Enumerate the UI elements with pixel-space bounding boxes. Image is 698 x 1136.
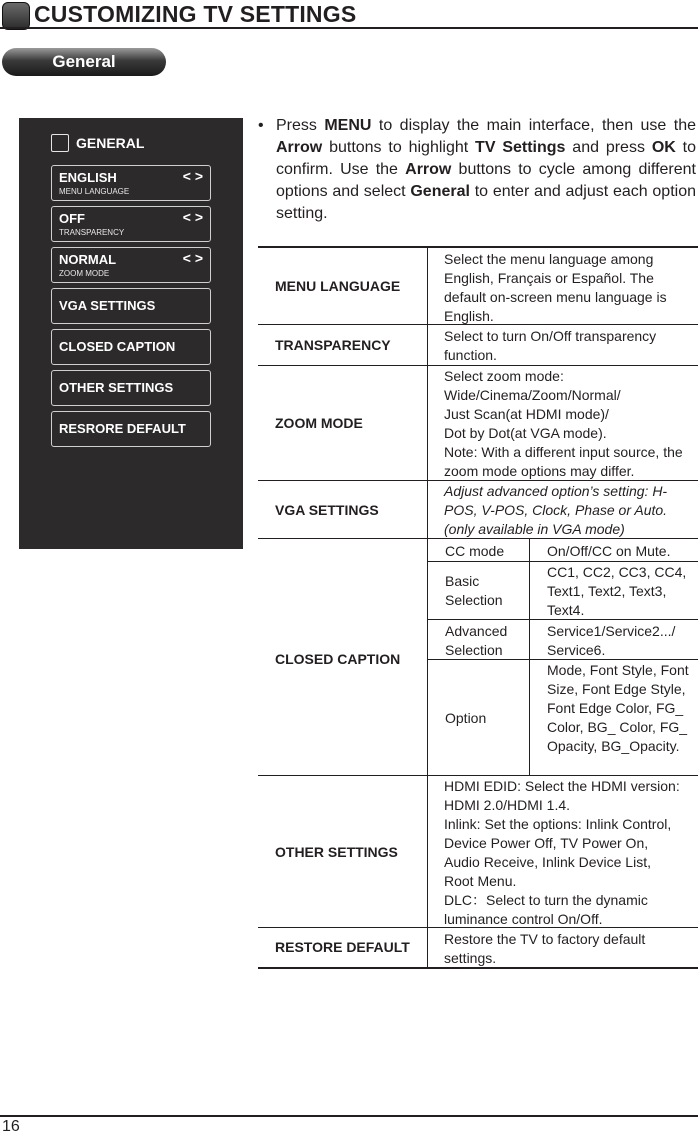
left-right-arrows-icon: < >: [182, 168, 203, 184]
footer-rule: [0, 1115, 698, 1117]
row-label: TRANSPARENCY: [275, 337, 391, 353]
section-pill: General: [2, 48, 166, 76]
panel-item-transparency[interactable]: [51, 206, 211, 242]
row-description: Select to turn On/Off transparency function.: [444, 328, 657, 363]
row-description: Adjust advanced option’s setting: H-POS, V-POS, Clock, Phase or Auto. (only available in VGA mode): [444, 483, 668, 537]
subrow-name: CC mode: [445, 543, 505, 559]
panel-item-zoom[interactable]: [51, 247, 211, 283]
panel-item-value: OFF: [59, 211, 85, 226]
subcolumn-divider: [529, 539, 530, 775]
panel-item-label: RESRORE DEFAULT: [59, 421, 186, 436]
panel-title: GENERAL: [76, 135, 145, 151]
subrow-value: Mode, Font Style, Font Size, Font Edge Style, Font Edge Color, FG_ Color, BG_ Color, FG_ Opacity, BG_Opacity.: [547, 662, 689, 754]
subrow-value: On/Off/CC on Mute.: [547, 543, 671, 559]
row-label: ZOOM MODE: [275, 415, 363, 431]
subrow-name: Option: [445, 710, 487, 726]
row-label: RESTORE DEFAULT: [275, 939, 410, 955]
left-right-arrows-icon: < >: [182, 209, 203, 225]
row-description: Select the menu language among English, Français or Español. The default on-screen menu language is English.: [444, 251, 667, 324]
page-title: CUSTOMIZING TV SETTINGS: [34, 1, 357, 27]
panel-item-value: NORMAL: [59, 252, 117, 267]
panel-item-vga[interactable]: [51, 288, 211, 324]
panel-item-sublabel: MENU LANGUAGE: [59, 187, 130, 196]
panel-item-other[interactable]: [51, 370, 211, 406]
row-description: Restore the TV to factory default settings.: [444, 931, 646, 966]
row-description: Select zoom mode: Wide/Cinema/Zoom/Normal/ Just Scan(at HDMI mode)/ Dot by Dot(at VGA mode). Note: With a different input source, the zoom mode options may differ.: [444, 368, 683, 479]
checkbox-icon: [51, 134, 69, 152]
left-right-arrows-icon: < >: [182, 250, 203, 266]
subrow-divider: [428, 561, 698, 562]
header-rule: [0, 27, 698, 29]
table-top-rule: [258, 246, 698, 248]
panel-item-closed-caption[interactable]: [51, 329, 211, 365]
subrow-value: CC1, CC2, CC3, CC4, Text1, Text2, Text3, Text4.: [547, 564, 687, 618]
panel-item-sublabel: TRANSPARENCY: [59, 228, 125, 237]
subrow-name: Advanced Selection: [445, 623, 508, 658]
menu-panel: [19, 118, 243, 549]
intro-paragraph: Press MENU to display the main interface, then use the Arrow buttons to highlight TV Settings and press OK to confirm. Use the Arrow buttons to cycle among different options and select General to enter and adjust each option setting.: [276, 117, 697, 222]
panel-item-label: OTHER SETTINGS: [59, 380, 174, 395]
table-column-divider: [427, 247, 428, 969]
row-divider: [258, 365, 698, 366]
panel-item-value: ENGLISH: [59, 170, 117, 185]
panel-item-restore[interactable]: [51, 411, 211, 447]
tv-menu-icon: [2, 2, 30, 30]
bullet: •: [258, 117, 264, 134]
subrow-name: Basic Selection: [445, 573, 503, 608]
panel-item-language[interactable]: [51, 165, 211, 201]
row-label: CLOSED CAPTION: [275, 651, 401, 667]
page-number: 16: [2, 1118, 20, 1135]
row-divider: [258, 775, 698, 776]
panel-item-sublabel: ZOOM MODE: [59, 269, 110, 278]
panel-item-label: CLOSED CAPTION: [59, 339, 176, 354]
row-description: HDMI EDID: Select the HDMI version: HDMI 2.0/HDMI 1.4. Inlink: Set the options: Inlink Control, Device Power Off, TV Power On, Audio Receive, Inlink Device List, Root Menu. DLC：Select to turn the dynamic luminance control On/Off.: [444, 778, 680, 927]
subrow-value: Service1/Service2.../ Service6.: [547, 623, 676, 658]
row-label: MENU LANGUAGE: [275, 278, 401, 294]
panel-item-label: VGA SETTINGS: [59, 298, 156, 313]
row-label: VGA SETTINGS: [275, 502, 379, 518]
row-label: OTHER SETTINGS: [275, 844, 398, 860]
